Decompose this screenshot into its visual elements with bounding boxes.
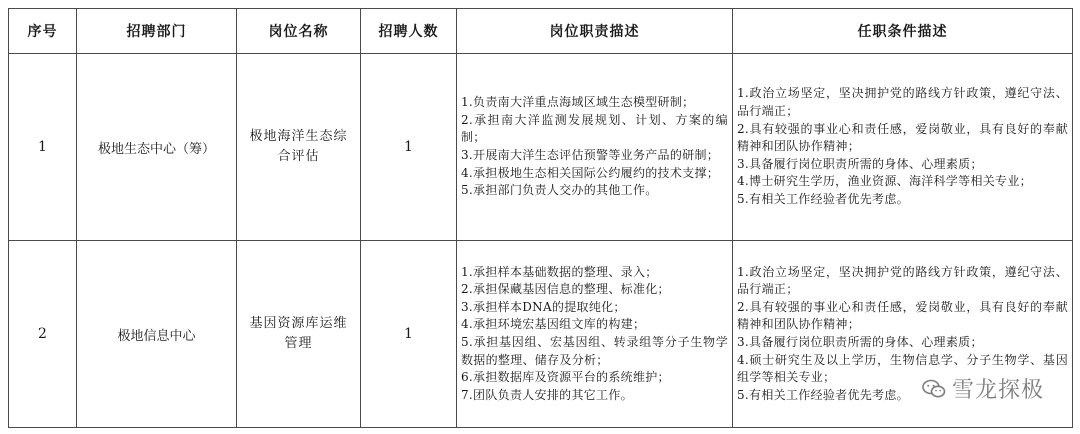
header-index: 序号 xyxy=(9,9,77,54)
row-position-cell xyxy=(237,241,361,428)
header-department: 招聘部门 xyxy=(77,9,237,54)
duties-list xyxy=(461,94,728,200)
requirement-item: 3.具备履行岗位职责所需的身体、心理素质； xyxy=(737,156,983,171)
duty-item: 4.承担环境宏基因组文库的构建； xyxy=(461,317,646,332)
duty-item: 2.承担南大洋监测发展规划、计划、方案的编制； xyxy=(461,112,728,145)
row-index: 1 xyxy=(9,54,77,241)
table-header-row xyxy=(9,9,1073,54)
header-position: 岗位名称 xyxy=(237,9,361,54)
duty-item: 6.承担数据库及资源平台的系统维护； xyxy=(461,370,670,385)
requirement-item: 1.政治立场坚定，坚决拥护党的路线方针政策，遵纪守法、品行端正； xyxy=(737,86,1068,119)
requirements-list xyxy=(737,264,1068,405)
requirement-item: 2.具有较强的事业心和责任感，爱岗敬业，具有良好的奉献精神和团队协作精神； xyxy=(737,121,1068,154)
table-row xyxy=(9,241,1073,428)
duties-list xyxy=(461,264,728,405)
duty-item: 3.开展南大洋生态评估预警等业务产品的研制； xyxy=(461,148,720,162)
row-duties-cell xyxy=(457,241,733,428)
requirement-item: 5.有相关工作经验者优先考虑。 xyxy=(737,191,909,206)
recruitment-table xyxy=(8,8,1073,428)
duty-item: 1.承担样本基础数据的整理、录入； xyxy=(461,264,658,279)
row-duties-cell xyxy=(457,54,733,241)
requirement-item: 1.政治立场坚定，坚决拥护党的路线方针政策，遵纪守法、品行端正； xyxy=(737,264,1068,297)
header-duties: 岗位职责描述 xyxy=(457,9,733,54)
row-index: 2 xyxy=(9,241,77,428)
duty-item: 1.负责南大洋重点海域区域生态模型研制； xyxy=(461,95,695,110)
header-count: 招聘人数 xyxy=(361,9,457,54)
row-requirements-cell xyxy=(733,54,1073,241)
row-count: 1 xyxy=(361,241,457,428)
duty-item: 5.承担部门负责人交办的其他工作。 xyxy=(461,183,658,198)
row-count: 1 xyxy=(361,54,457,241)
row-position-cell xyxy=(237,54,361,241)
requirement-item: 2.具有较强的事业心和责任感，爱岗敬业，具有良好的奉献精神和团队协作精神； xyxy=(737,299,1068,332)
row-department: 极地信息中心 xyxy=(77,241,237,428)
watermark-text: 雪龙探极 xyxy=(951,378,1044,403)
row-position: 极地海洋生态综合评估 xyxy=(249,129,348,164)
requirement-item: 4.博士研究生学历，渔业资源、海洋科学等相关专业； xyxy=(737,174,1032,189)
requirement-item: 4.硕士研究生及以上学历，生物信息学、分子生物学、基因组学等相关专业； xyxy=(737,352,1068,385)
requirement-item: 3.具备履行岗位职责所需的身体、心理素质； xyxy=(737,335,983,349)
table-row xyxy=(9,54,1073,241)
duty-item: 2.承担保藏基因信息的整理、标准化； xyxy=(461,282,670,297)
duty-item: 5.承担基因组、宏基因组、转录组等分子生物学数据的整理、储存及分析； xyxy=(461,335,728,367)
row-position: 基因资源库运维管理 xyxy=(249,316,348,351)
requirements-list xyxy=(737,85,1068,208)
duty-item: 3.承担样本DNA的提取纯化； xyxy=(461,299,626,314)
duty-item: 4.承担极地生态相关国际公约履约的技术支撑； xyxy=(461,165,720,180)
duty-item: 7.团队负责人安排的其它工作。 xyxy=(461,387,633,402)
header-requirements: 任职条件描述 xyxy=(733,9,1073,54)
requirement-item: 5.有相关工作经验者优先考虑。 xyxy=(737,387,909,402)
row-department: 极地生态中心（筹） xyxy=(77,54,237,241)
row-requirements-cell xyxy=(733,241,1073,428)
